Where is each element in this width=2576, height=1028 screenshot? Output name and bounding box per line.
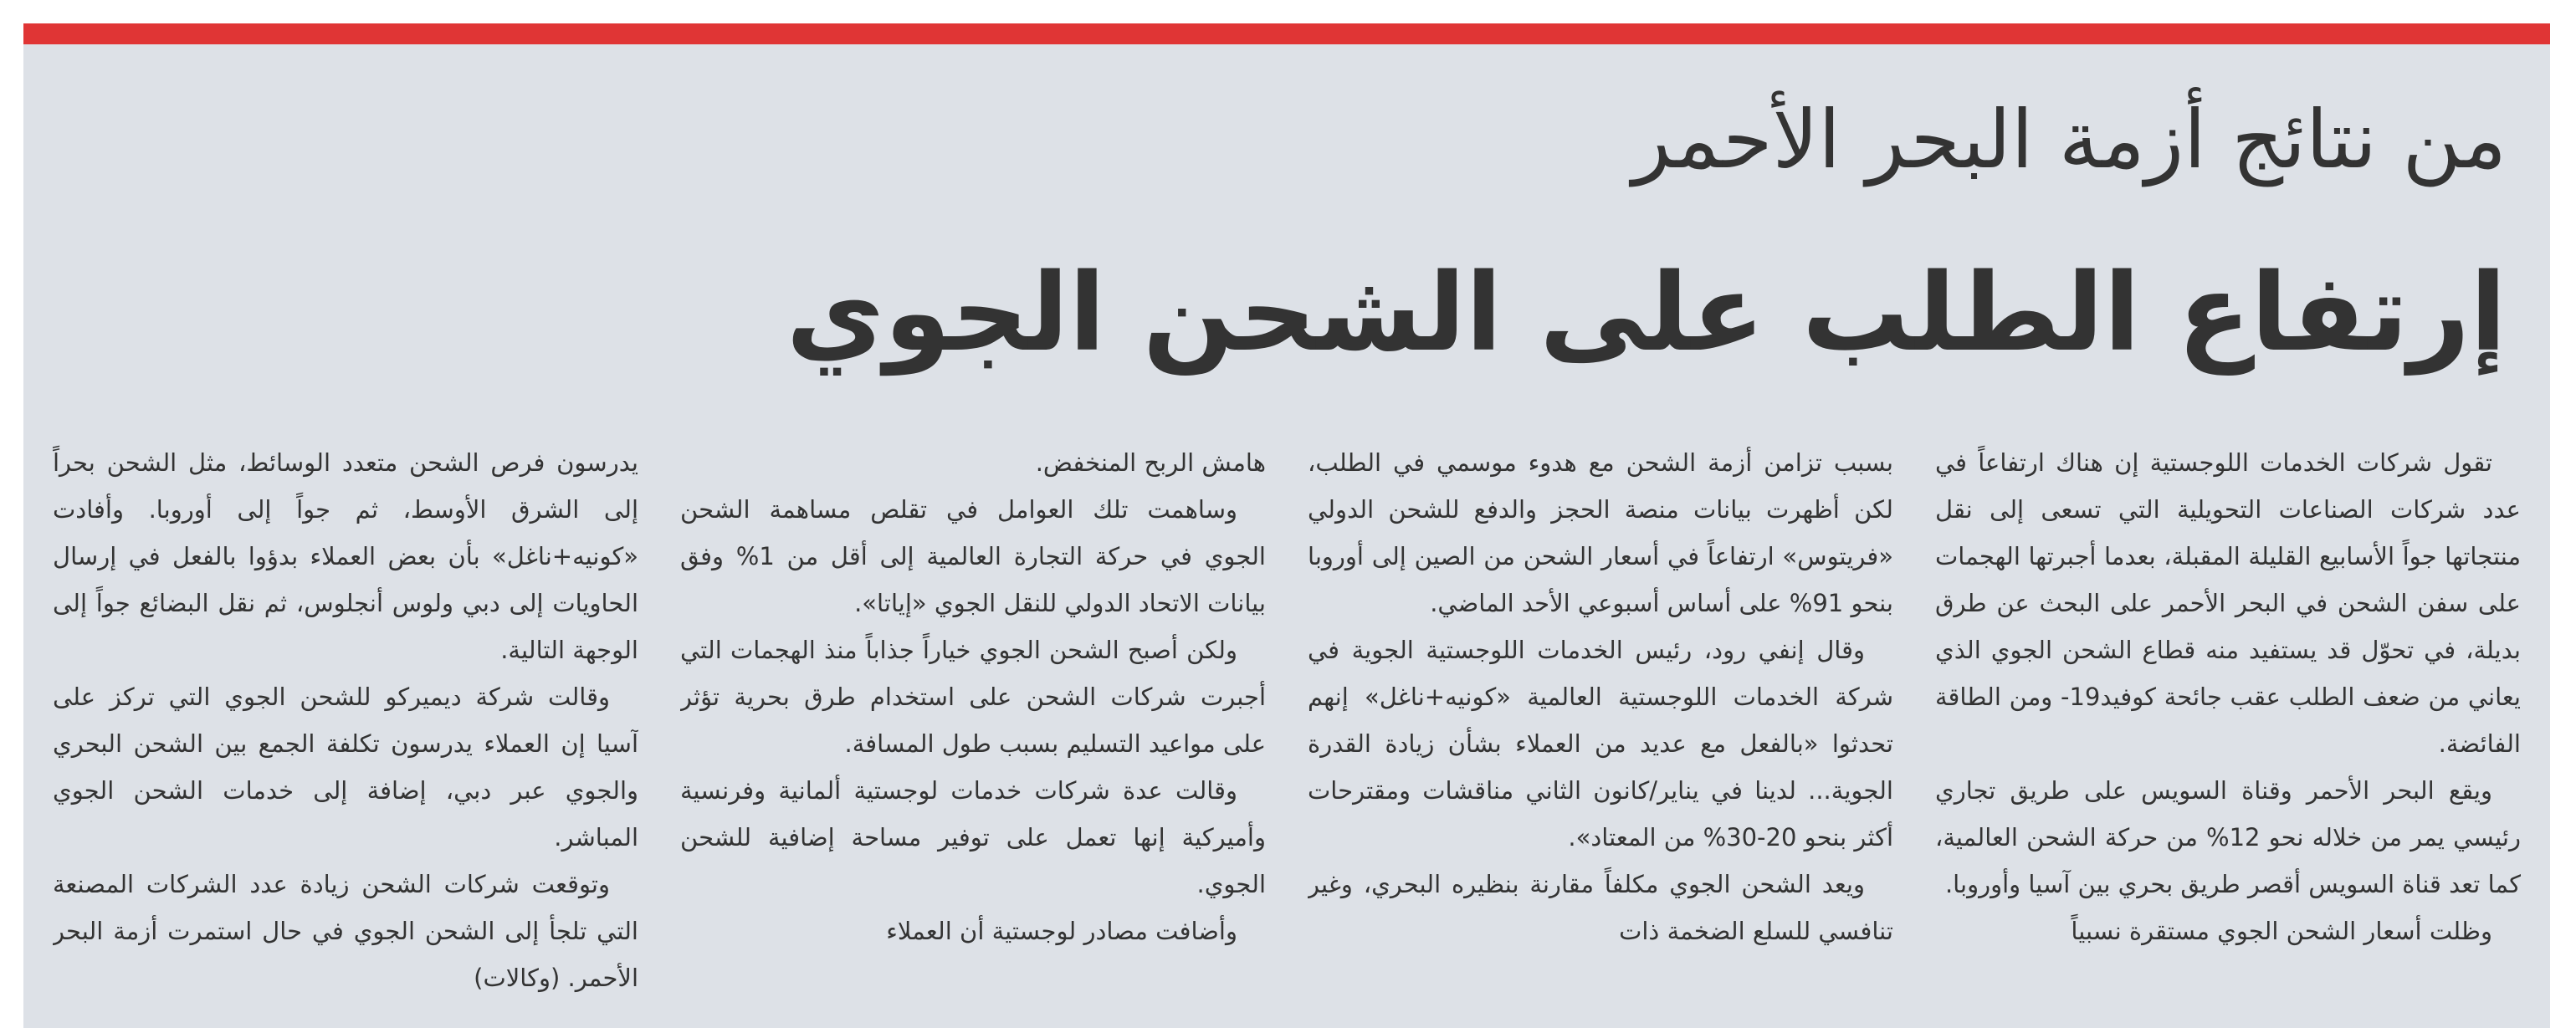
paragraph: هامش الربح المنخفض. bbox=[1035, 448, 1266, 477]
paragraph: وظلت أسعار الشحن الجوي مستقرة نسبياً bbox=[2071, 917, 2492, 945]
paragraph: تقول شركات الخدمات اللوجستية إن هناك ارتفاعاً في عدد شركات الصناعات التحويلية التي تسعى إلى نقل منتجاتها جواً الأسابيع القليلة المقبلة، بعدما أجبرتها الهجمات على سفن الشحن في البحر الأحمر على البحث عن طرق بديلة، في تحوّل قد يستفيد منه قطاع الشحن الجوي الذي يعاني من ضعف الطلب عقب جائحة كوفيد19- ومن الطاقة الفائضة. bbox=[1935, 448, 2521, 758]
article-kicker: من نتائج أزمة البحر الأحمر bbox=[1631, 93, 2507, 187]
paragraph: وتوقعت شركات الشحن زيادة عدد الشركات المصنعة التي تلجأ إلى الشحن الجوي في حال استمرت أزمة البحر الأحمر. (وكالات) bbox=[53, 870, 638, 992]
paragraph: ويقع البحر الأحمر وقناة السويس على طريق تجاري رئيسي يمر من خلاله نحو 12% من حركة الشحن العالمية، كما تعد قناة السويس أقصر طريق بحري بين آسيا وأوروبا. bbox=[1935, 776, 2521, 898]
article-column-4 bbox=[53, 439, 638, 1001]
paragraph: يدرسون فرص الشحن متعدد الوسائط، مثل الشحن بحراً إلى الشرق الأوسط، ثم جواً إلى أوروبا. وأفادت «كونيه+ناغل» بأن بعض العملاء بدؤوا بالفعل في إرسال الحاويات إلى دبي ولوس أنجلوس، ثم نقل البضائع جواً إلى الوجهة التالية. bbox=[53, 448, 638, 664]
paragraph: وساهمت تلك العوامل في تقلص مساهمة الشحن الجوي في حركة التجارة العالمية إلى أقل من 1% وفق بيانات الاتحاد الدولي للنقل الجوي «إياتا». bbox=[680, 495, 1266, 617]
paragraph: وقال إنفي رود، رئيس الخدمات اللوجستية الجوية في شركة الخدمات اللوجستية العالمية «كونيه+ناغل» إنهم تحدثوا «بالفعل مع عديد من العملاء بشأن زيادة القدرة الجوية... لدينا في يناير/كانون الثاني مناقشات ومقترحات أكثر بنحو 20-30% من المعتاد». bbox=[1308, 636, 1893, 852]
paragraph: وأضافت مصادر لوجستية أن العملاء bbox=[886, 917, 1237, 945]
paragraph: بسبب تزامن أزمة الشحن مع هدوء موسمي في الطلب، لكن أظهرت بيانات منصة الحجز والدفع للشحن الدولي «فريتوس» ارتفاعاً في أسعار الشحن من الصين إلى أوروبا بنحو 91% على أساس أسبوعي الأحد الماضي. bbox=[1308, 448, 1893, 617]
paragraph: وقالت شركة ديميركو للشحن الجوي التي تركز على آسيا إن العملاء يدرسون تكلفة الجمع بين الشحن البحري والجوي عبر دبي، إضافة إلى خدمات الشحن الجوي المباشر. bbox=[53, 683, 638, 852]
paragraph: وقالت عدة شركات خدمات لوجستية ألمانية وفرنسية وأميركية إنها تعمل على توفير مساحة إضافية للشحن الجوي. bbox=[680, 776, 1266, 898]
article-column-1 bbox=[1935, 439, 2521, 1001]
article-headline: إرتفاع الطلب على الشحن الجوي bbox=[786, 251, 2507, 376]
article-column-3 bbox=[680, 439, 1266, 1001]
top-accent-bar bbox=[23, 23, 2550, 44]
article-column-2 bbox=[1308, 439, 1893, 1001]
paragraph: ويعد الشحن الجوي مكلفاً مقارنة بنظيره البحري، وغير تنافسي للسلع الضخمة ذات bbox=[1308, 870, 1893, 945]
paragraph: ولكن أصبح الشحن الجوي خياراً جذاباً منذ الهجمات التي أجبرت شركات الشحن على استخدام طرق بحرية تؤثر على مواعيد التسليم بسبب طول المسافة. bbox=[680, 636, 1266, 758]
